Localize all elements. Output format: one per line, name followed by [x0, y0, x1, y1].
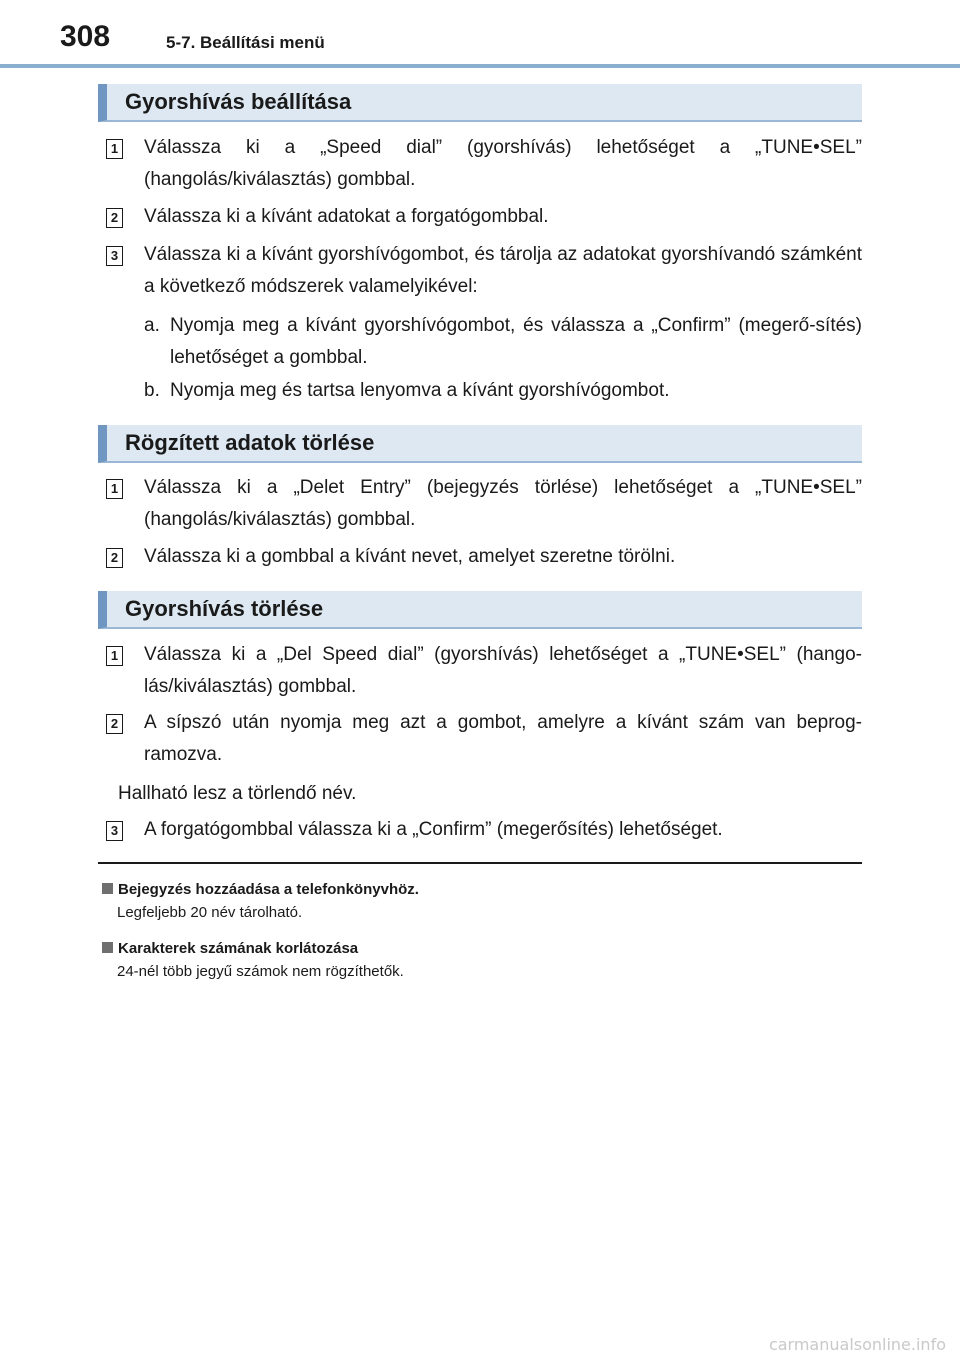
step-number-badge: 1: [106, 139, 123, 159]
note-heading-text: Bejegyzés hozzáadása a telefonkönyvhöz.: [118, 881, 419, 898]
square-bullet-icon: [102, 942, 113, 953]
step-item: [106, 478, 862, 536]
substep-text: Nyomja meg a kívánt gyorshívógombot, és válassza a „Confirm” (megerő-sítés) lehetőséget a gombbal.: [170, 315, 862, 368]
step-item: [106, 245, 862, 303]
note-body: 24-nél több jegyű számok nem rögzíthetők.: [117, 963, 404, 980]
substep-item: [144, 375, 862, 407]
step-text: A forgatógombbal válassza ki a „Confirm” (megerősítés) lehetőséget.: [144, 819, 723, 840]
page-number: 308: [60, 20, 111, 53]
section-heading-speed-dial-setup: [98, 84, 862, 122]
page-header: [0, 0, 960, 64]
step-number-badge: 2: [106, 548, 123, 568]
substep-item: [144, 310, 862, 374]
step-item: [106, 645, 862, 703]
section-title: Gyorshívás beállítása: [125, 89, 352, 114]
step-number-badge: 2: [106, 208, 123, 228]
watermark: carmanualsonline.info: [768, 1335, 946, 1354]
section-title: Rögzített adatok törlése: [125, 430, 375, 455]
chapter-title: 5-7. Beállítási menü: [166, 33, 325, 52]
step-number-badge: 3: [106, 246, 123, 266]
note-item: [102, 879, 862, 925]
note-heading-text: Karakterek számának korlátozása: [118, 940, 359, 957]
step-text: Válassza ki a kívánt adatokat a forgatógombbal.: [144, 206, 549, 227]
section-divider: [98, 862, 862, 864]
substep-letter: a.: [144, 315, 160, 336]
section-heading-speed-dial-delete: [98, 591, 862, 629]
substep-text: Nyomja meg és tartsa lenyomva a kívánt gyorshívógombot.: [170, 380, 670, 401]
square-bullet-icon: [102, 883, 113, 894]
section-title: Gyorshívás törlése: [125, 596, 324, 621]
step-text: Válassza ki a „Speed dial” (gyorshívás) lehetőséget a „TUNE•SEL” (hangolás/kiválasztás) gombbal.: [144, 137, 862, 190]
header-rule: [0, 64, 960, 68]
step-number-badge: 1: [106, 479, 123, 499]
step-text: Válassza ki a „Del Speed dial” (gyorshívás) lehetőséget a „TUNE•SEL” (hango-lás/kiválasztás) gombbal.: [144, 644, 862, 697]
step-number-badge: 3: [106, 821, 123, 841]
note-item: [102, 938, 862, 984]
step-number-badge: 2: [106, 714, 123, 734]
note-heading: [102, 879, 862, 901]
step-item: [106, 547, 862, 573]
step-item: [106, 820, 862, 846]
info-line: Hallható lesz a törlendő név.: [118, 783, 357, 804]
note-body: Legfeljebb 20 név tárolható.: [117, 904, 303, 921]
section-heading-delete-entries: [98, 425, 862, 463]
step-item: [106, 138, 862, 196]
note-heading: [102, 938, 862, 960]
step-text: Válassza ki a kívánt gyorshívógombot, és tárolja az adatokat gyorshívandó számként a következő módszerek valamelyikével:: [144, 244, 862, 297]
step-number-badge: 1: [106, 646, 123, 666]
substep-letter: b.: [144, 380, 160, 401]
step-text: A sípszó után nyomja meg azt a gombot, amelyre a kívánt szám van beprog-ramozva.: [144, 712, 862, 765]
step-text: Válassza ki a „Delet Entry” (bejegyzés törlése) lehetőséget a „TUNE•SEL” (hangolás/kiválasztás) gombbal.: [144, 477, 862, 530]
step-item: [106, 713, 862, 771]
step-text: Válassza ki a gombbal a kívánt nevet, amelyet szeretne törölni.: [144, 546, 676, 567]
step-item: [106, 207, 862, 233]
